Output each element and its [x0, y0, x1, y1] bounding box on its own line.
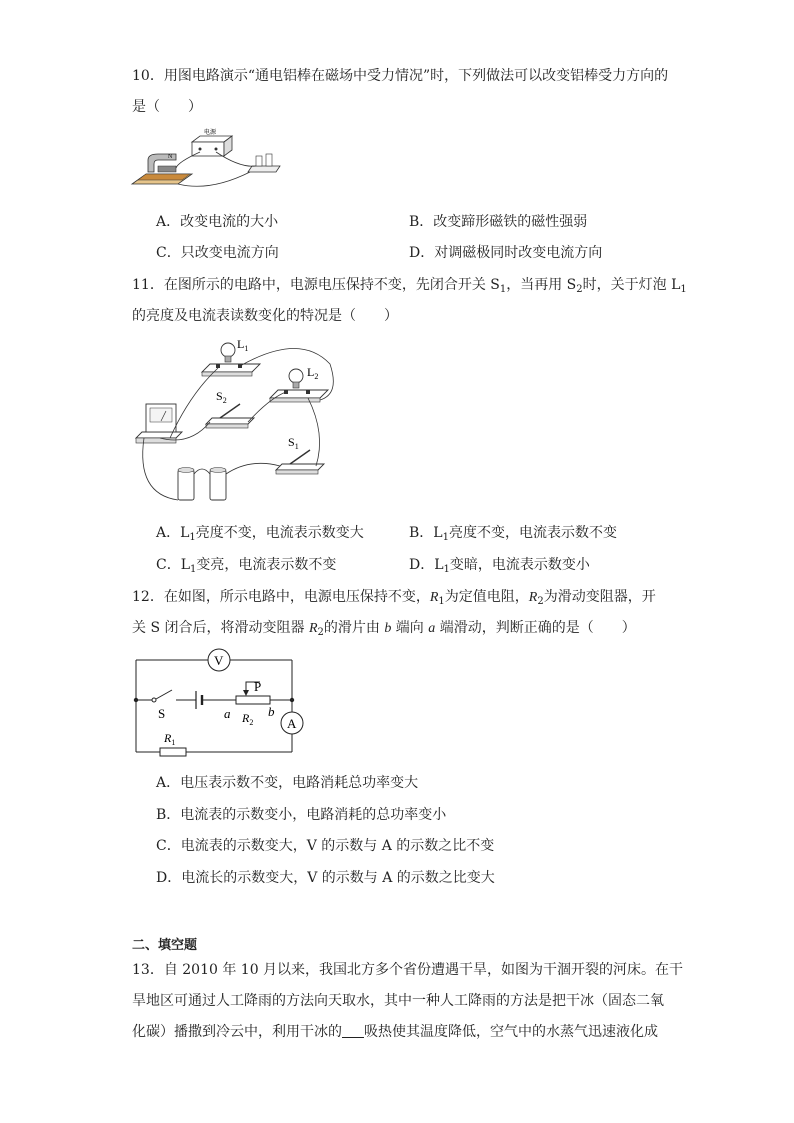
s2-label: $S_2$ — [216, 389, 227, 405]
q13-line3: 化碳）播撒到冷云中，利用干冰的 吸热使其温度降低，空气中的水蒸气迅速液化成 — [132, 1024, 658, 1040]
q10-option-a[interactable]: A．改变电流的大小 — [156, 214, 279, 230]
q10-option-c[interactable]: C．只改变电流方向 — [156, 245, 279, 261]
q12-line1: 12．在如图，所示电路中，电源电压保持不变，$R_1$为定值电阻，$R_2$为滑动变阻器，开 — [132, 589, 656, 607]
q11-option-d[interactable]: D．$L_1$变暗，电流表示数变小 — [409, 557, 590, 575]
q10-option-b[interactable]: B．改变蹄形磁铁的磁性强弱 — [409, 214, 588, 230]
q12-option-c[interactable]: C．电流表的示数变大，V 的示数与 A 的示数之比不变 — [156, 838, 495, 854]
q10-line1: 10．用图电路演示“通电铝棒在磁场中受力情况”时，下列做法可以改变铝棒受力方向的 — [132, 68, 669, 84]
q10-option-d[interactable]: D．对调磁极同时改变电流方向 — [409, 245, 603, 261]
q12-option-b[interactable]: B．电流表的示数变小，电路消耗的总功率变小 — [156, 807, 447, 823]
l1-label: $L_1$ — [237, 337, 249, 353]
q11-option-b[interactable]: B．$L_1$亮度不变，电流表示数不变 — [409, 525, 617, 543]
q11-figure — [130, 334, 346, 512]
section-heading: 二、填空题 — [132, 938, 198, 953]
q12-circuit — [130, 648, 300, 758]
r1-label: $R_1$ — [164, 731, 176, 747]
voltmeter-label: V — [214, 653, 224, 668]
q12-option-a[interactable]: A．电压表示数不变，电路消耗总功率变大 — [156, 775, 419, 791]
q12-option-d[interactable]: D．电流长的示数变大，V 的示数与 A 的示数之比变大 — [156, 870, 495, 886]
rheostat-a-end: a — [224, 706, 231, 721]
s1-label: $S_1$ — [288, 435, 299, 451]
q10-line2: 是（ ） — [132, 99, 202, 115]
slider-p-label: P — [254, 679, 262, 694]
q11-line1: 11．在图所示的电路中，电源电压保持不变，先闭合开关 $S_1$，当再用 $S_2$时，关于灯泡 $L_1$ — [132, 277, 687, 295]
power-label: 电源 — [204, 130, 217, 136]
q11-line2: 的亮度及电流表读数变化的特况是（ ） — [132, 308, 398, 324]
magnet-n-label: N — [168, 154, 173, 160]
q11-option-c[interactable]: C．$L_1$变亮，电流表示数不变 — [156, 557, 337, 575]
l2-label: $L_2$ — [307, 365, 319, 381]
q13-line2: 旱地区可通过人工降雨的方法向天取水，其中一种人工降雨的方法是把干冰（固态二氧 — [132, 993, 664, 1009]
switch-s-label: S — [158, 706, 166, 721]
r2-label: $R_2$ — [242, 711, 254, 727]
q13-line1: 13．自 2010 年 10 月以来，我国北方多个省份遭遇干旱，如图为干涸开裂的河床。在干 — [132, 962, 684, 978]
rheostat-b-end: b — [268, 704, 275, 719]
q10-figure — [130, 128, 280, 194]
answer-blank[interactable] — [342, 1023, 364, 1038]
ammeter-label: A — [287, 716, 297, 731]
q11-option-a[interactable]: A．$L_1$亮度不变，电流表示数变大 — [156, 525, 364, 543]
q12-line2: 关 S 闭合后，将滑动变阻器 $R_2$的滑片由 b 端向 a 端滑动，判断正确的是（ ） — [132, 620, 636, 638]
